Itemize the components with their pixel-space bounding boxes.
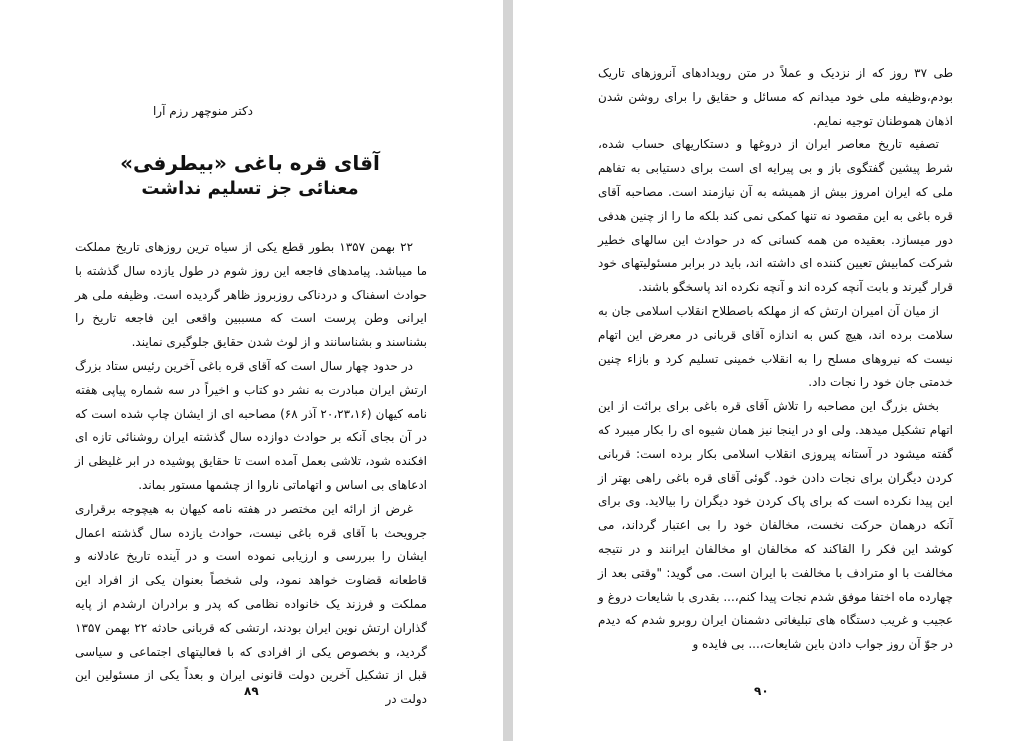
left-page-body [75, 236, 427, 712]
paragraph: غرض از ارائه این مختصر در هفته نامه کیهان به هیچوجه برقراری جرویحث با آقای قره باغی نیست، حوادث یازده سال گذشته اعمال ایشان را ببررسی و ارزیابی نموده است و در آینده تاریخ عادلانه و قاطعانه قضاوت خواهد نمود، ولی شخصاً بعنوان یکی از افراد این مملکت و فرزند یک خانواده نظامی که پدر و برادران ارشدم از پایه گذاران ارتش نوین ایران بودند، ارتشی که قربانی حادثه ۲۲ بهمن ۱۳۵۷ گردید، و بخصوص یکی از افرادی که با فعالیتهای اجتماعی و سیاسی قبل از تشکیل آخرین دولت قانونی ایران و بعداً یکی از مسئولین این دولت در [75, 501, 427, 707]
paragraph: بخش بزرگ این مصاحبه را تلاش آقای قره باغی برای برائت از این اتهام تشکیل میدهد. ولی او در اینجا نیز همان شیوه ای را بکار میبرد که گفته میشود در آستانه پیروزی انقلاب اسلامی بکار برده است: قربانی کردن دیگران برای نجات دادن خود. گوئی آقای قره باغی راهی بهتر از این پیدا نکرده است که برای پاک کردن خود دیگران را بیالاید. وی برای آنکه درهمان حرکت نخست، مخالفان خود را بی اعتبار گرداند، می کوشد این فکر را القاکند که مخالفان او مخالفان ایرانند و در نتیجه مخالفت با او مترادف با مخالفت با ایران است. می گوید: "وقتی بعد از چهارده ماه اختفا موفق شدم نجات پیدا کنم،... بقدری با شایعات دروغ و عجیب و غریب دستگاه های تبلیغاتی دشمنان ایران روبرو شدم که دیدم در جوّ آن روز جواب دادن باین شایعات،... بی فایده و [598, 399, 953, 652]
right-page [513, 0, 1024, 741]
author-name: دکتر منوچهر رزم آرا [152, 104, 253, 118]
paragraph: از میان آن امیران ارتش که از مهلکه باصطلاح انقلاب اسلامی جان به سلامت برده اند، هیچ کس به اندازه آقای قربانی در معرض این اتهام نیست که نیروهای مسلح را به انقلاب خمینی تسلیم کرد و بازاء چنین خدمتی جان خود را نجات داد. [598, 303, 953, 390]
left-page [0, 0, 503, 741]
page-gutter [503, 0, 513, 741]
article-subtitle: معنائی جز تسلیم نداشت [141, 178, 359, 199]
right-page-body [598, 62, 953, 657]
page-number: ۸۹ [244, 684, 259, 698]
page-number: ۹۰ [754, 684, 769, 698]
paragraph: تصفیه تاریخ معاصر ایران از دروغها و دستکاریهای حساب شده، شرط پیشین گفتگوی باز و بی پیرایه ای است برای دستیابی به تفاهم ملی که ایران امروز بیش از همیشه به آن نیازمند است. مصاحبه آقای قره باغی به این مقصود نه تنها کمکی نمی کند بلکه ما را از چنین هدفی دور میسازد. بعقیده من همه کسانی که در حوادث این سالهای خطیر شرکت کمابیش تعیین کننده ای داشته اند، باید در برابر مسئولیتهای خود قرار گیرند و بابت آنچه کرده اند و آنچه نکرده اند پاسخگو باشند. [598, 137, 953, 295]
paragraph: در حدود چهار سال است که آقای قره باغی آخرین رئیس ستاد بزرگ ارتش ایران مبادرت به نشر دو کتاب و اخیراً در سه شماره پیاپی هفته نامه کیهان (۲۰،۲۳،۱۶ آذر ۶۸) مصاحبه ای از ایشان چاپ شده است که در آن بجای آنکه بر حوادث دوازده سال گذشته ایران روشنائی تازه ای افکنده شود، تلاشی بعمل آمده است تا حقایق پوشیده در ابر غلیظی از ادعاهای بی اساس و اتهاماتی ناروا از چشمها مستور بماند. [75, 358, 427, 492]
paragraph: ۲۲ بهمن ۱۳۵۷ بطور قطع یکی از سیاه ترین روزهای تاریخ مملکت ما میباشد. پیامدهای فاجعه این روز شوم در طول یازده سال گذشته با حوادث اسفناک و دردناکی روزبروز ظاهر گردیده است. وظیفه ملی هر ایرانی وطن پرست است که مسببین واقعی این فاجعه تاریخ را بشناسند و بشناسانند و از لوث شدن حقایق جلوگیری نمایند. [75, 240, 427, 350]
article-title: آقای قره باغی «بیطرفی» [120, 151, 380, 175]
paragraph: طی ۳۷ روز که از نزدیک و عملاً در متن رویدادهای آنروزهای تاریک بودم،وظیفه ملی خود میدانم که مسائل و حقایق را برای روشن شدن اذهان هموطنان توجیه نمایم. [598, 66, 953, 128]
